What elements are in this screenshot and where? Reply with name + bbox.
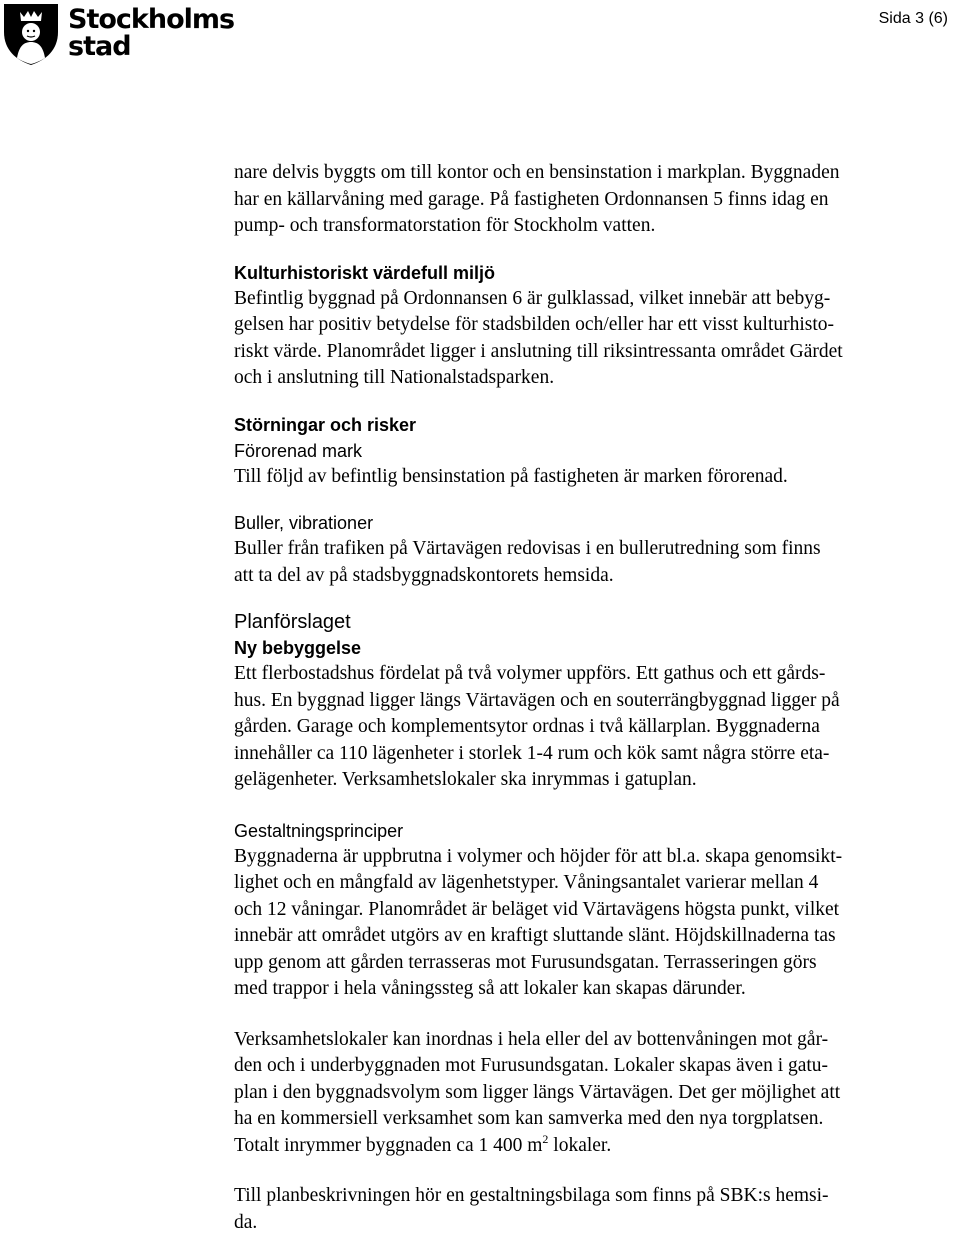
- text-line: Befintlig byggnad på Ordonnansen 6 är gulklassad, vilket innebär att bebyg-: [234, 287, 831, 309]
- text-line: gården. Garage och komplementsytor ordnas i två källarplan. Byggnaderna: [234, 716, 820, 737]
- kultur-section: [234, 260, 958, 392]
- text-line: innebär att området utgörs av en kraftigt sluttande slänt. Höjdskillnaderna tas: [234, 925, 836, 946]
- text-line: och 12 våningar. Planområdet är beläget vid Värtavägens högsta punkt, vilket: [234, 898, 840, 920]
- text-line: med trappor i hela våningssteg så att lokaler kan skapas därunder.: [234, 978, 746, 999]
- page-header: [0, 0, 960, 80]
- logo-wordmark-line1: Stockholms: [68, 4, 235, 35]
- section-heading: Störningar och risker: [234, 414, 417, 435]
- text-line: hus. En byggnad ligger längs Värtavägen och en souterrängbyggnad ligger på: [234, 689, 840, 711]
- verksamhet-paragraph: [234, 1027, 958, 1160]
- text-line: har en källarvåning med garage. På fastigheten Ordonnansen 5 finns idag en: [234, 188, 829, 210]
- text-line: den och i underbyggnaden mot Furusundsgatan. Lokaler skapas även i gatu-: [234, 1055, 829, 1076]
- city-emblem-icon: [2, 2, 60, 66]
- document-body: [234, 160, 958, 1236]
- planforslaget-section: [234, 609, 958, 794]
- subsection-heading: Förorenad mark: [234, 440, 363, 461]
- text-line: gelägenheter. Verksamhetslokaler ska inrymmas i gatuplan.: [234, 769, 697, 790]
- text-line: Byggnaderna är uppbrutna i volymer och höjder för att bl.a. skapa genomsikt-: [234, 845, 843, 867]
- text-line: gelsen har positiv betydelse för stadsbilden och/eller har ett visst kulturhisto-: [234, 314, 835, 335]
- text-line: upp genom att gården terrasseras mot Furusundsgatan. Terrasseringen görs: [234, 951, 817, 973]
- subsection-heading: Gestaltningsprinciper: [234, 820, 404, 841]
- text-line: och i anslutning till Nationalstadsparken.: [234, 367, 555, 388]
- text-line: Ett flerbostadshus fördelat på två volymer uppförs. Ett gathus och ett gårds-: [234, 663, 826, 684]
- total-text-end: lokaler.: [548, 1134, 612, 1156]
- text-line: Buller från trafiken på Värtavägen redovisas i en bullerutredning som finns: [234, 538, 821, 559]
- buller-section: [234, 510, 958, 589]
- text-line: da.: [234, 1211, 258, 1233]
- text-line: riskt värde. Planområdet ligger i anslutning till riksintressanta området Gärdet: [234, 340, 843, 362]
- text-line: nare delvis byggts om till kontor och en bensinstation i markplan. Byggnaden: [234, 162, 840, 183]
- subsection-heading: Ny bebyggelse: [234, 638, 362, 658]
- text-line: [234, 1133, 958, 1160]
- gestaltning-section: [234, 818, 958, 1003]
- section-heading: Kulturhistoriskt värdefull miljö: [234, 262, 496, 283]
- text-line: ha en kommersiell verksamhet som kan samverka med den nya torgplatsen.: [234, 1108, 824, 1129]
- text-line: att ta del av på stadsbyggnadskontorets hemsida.: [234, 564, 614, 586]
- superscript-2: 2: [542, 1131, 549, 1146]
- logo-wordmark: [68, 6, 234, 60]
- total-text: Totalt inrymmer byggnaden ca 1 400 m: [234, 1134, 543, 1156]
- text-line: Till planbeskrivningen hör en gestaltningsbilaga som finns på SBK:s hemsi-: [234, 1185, 829, 1206]
- logo-wordmark-line2: stad: [68, 31, 131, 62]
- text-line: plan i den byggnadsvolym som ligger längs Värtavägen. Det ger möjlighet att: [234, 1081, 841, 1103]
- subsection-heading: Buller, vibrationer: [234, 513, 374, 533]
- stockholms-stad-logo: [2, 2, 234, 66]
- text-line: Till följd av befintlig bensinstation på fastigheten är marken förorenad.: [234, 465, 788, 487]
- text-line: Verksamhetslokaler kan inordnas i hela eller del av bottenvåningen mot går-: [234, 1028, 829, 1050]
- storningar-section: [234, 412, 958, 491]
- intro-paragraph: [234, 160, 958, 240]
- text-line: lighet och en mångfald av lägenhetstyper. Våningsantalet varierar mellan 4: [234, 872, 819, 893]
- page-number: Sida 3 (6): [878, 10, 948, 27]
- text-line: innehåller ca 110 lägenheter i storlek 1-4 rum och kök samt några större eta-: [234, 742, 830, 764]
- final-paragraph: [234, 1183, 958, 1236]
- text-line: pump- och transformatorstation för Stockholm vatten.: [234, 215, 656, 236]
- section-heading: Planförslaget: [234, 611, 351, 633]
